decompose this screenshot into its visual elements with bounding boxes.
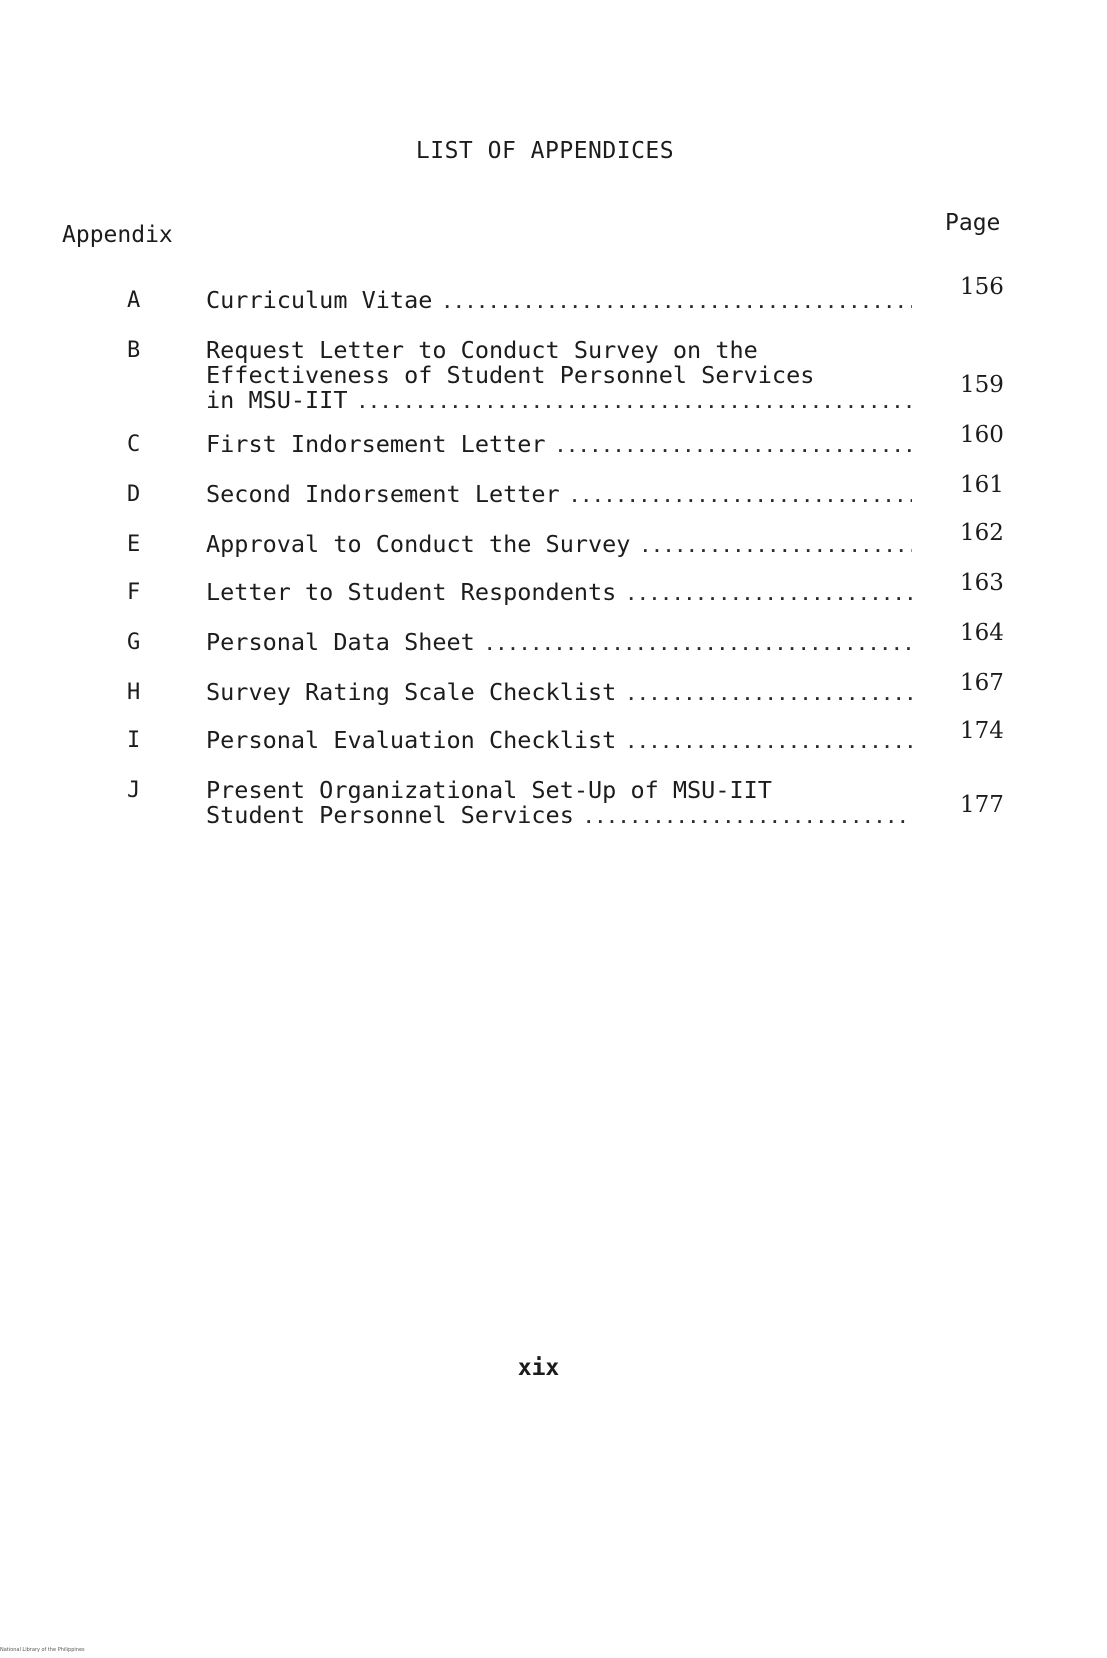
page-number: xix bbox=[517, 1355, 560, 1381]
dot-leader bbox=[485, 632, 912, 657]
appendix-letter: G bbox=[127, 630, 141, 655]
appendix-letter: I bbox=[127, 728, 141, 753]
scan-footer: National Library of the Philippines bbox=[0, 1647, 85, 1653]
appendix-title-line bbox=[206, 778, 918, 803]
appendix-title-text: in MSU-IIT bbox=[206, 388, 348, 414]
appendix-title-text: Curriculum Vitae bbox=[206, 288, 433, 314]
appendix-title bbox=[206, 680, 918, 707]
appendix-title-text: Personal Evaluation Checklist bbox=[206, 728, 617, 754]
appendix-title-text: Personal Data Sheet bbox=[206, 630, 475, 656]
appendix-page-number: 177 bbox=[960, 792, 1004, 818]
appendix-title bbox=[206, 630, 918, 657]
appendix-title-text: Letter to Student Respondents bbox=[206, 580, 617, 606]
appendix-title-text: Approval to Conduct the Survey bbox=[206, 532, 631, 558]
appendix-title-line bbox=[206, 388, 918, 415]
appendix-page-number: 161 bbox=[960, 472, 1004, 498]
appendix-page-number: 162 bbox=[960, 520, 1004, 546]
appendix-title-line bbox=[206, 432, 918, 459]
appendix-letter: A bbox=[127, 288, 141, 313]
appendix-letter: B bbox=[127, 338, 141, 363]
appendix-title-line bbox=[206, 680, 918, 707]
appendix-title-line bbox=[206, 363, 918, 388]
dot-leader bbox=[626, 730, 912, 755]
appendix-title-line bbox=[206, 630, 918, 657]
page-column-header: Page bbox=[945, 210, 1001, 236]
appendix-title bbox=[206, 580, 918, 607]
appendix-title-text: Second Indorsement Letter bbox=[206, 482, 560, 508]
appendix-title-line bbox=[206, 532, 918, 559]
dot-leader bbox=[570, 484, 912, 509]
appendix-title-line bbox=[206, 288, 918, 315]
appendix-title-text: Student Personnel Services bbox=[206, 803, 574, 829]
appendix-page-number: 167 bbox=[960, 670, 1004, 696]
appendix-page-number: 156 bbox=[960, 274, 1004, 300]
page-title: LIST OF APPENDICES bbox=[415, 138, 675, 164]
appendix-title-line bbox=[206, 728, 918, 755]
dot-leader bbox=[640, 534, 912, 559]
appendix-title bbox=[206, 432, 918, 459]
appendix-title bbox=[206, 778, 918, 830]
appendix-title bbox=[206, 728, 918, 755]
appendix-column-header: Appendix bbox=[62, 222, 173, 248]
appendix-title-line bbox=[206, 580, 918, 607]
appendix-title bbox=[206, 288, 918, 315]
dot-leader bbox=[584, 805, 912, 830]
dot-leader bbox=[556, 434, 912, 459]
appendix-page-number: 174 bbox=[960, 718, 1004, 744]
appendix-letter: C bbox=[127, 432, 141, 457]
appendix-letter: D bbox=[127, 482, 141, 507]
dot-leader bbox=[626, 582, 912, 607]
dot-leader bbox=[442, 290, 912, 315]
appendix-page-number: 159 bbox=[960, 372, 1004, 398]
appendix-title bbox=[206, 532, 918, 559]
appendix-letter: J bbox=[127, 778, 141, 803]
appendix-letter: E bbox=[127, 532, 141, 557]
dot-leader bbox=[357, 390, 912, 415]
dot-leader bbox=[626, 682, 912, 707]
appendix-letter: F bbox=[127, 580, 141, 605]
appendix-letter: H bbox=[127, 680, 141, 705]
appendix-page-number: 163 bbox=[960, 570, 1004, 596]
appendix-title-text: Survey Rating Scale Checklist bbox=[206, 680, 617, 706]
appendix-page-number: 160 bbox=[960, 422, 1004, 448]
appendix-title-line bbox=[206, 803, 918, 830]
appendix-title-text: First Indorsement Letter bbox=[206, 432, 546, 458]
appendix-title-text: Request Letter to Conduct Survey on the bbox=[206, 338, 758, 363]
appendix-title-text: Present Organizational Set-Up of MSU-IIT bbox=[206, 778, 772, 803]
appendix-title bbox=[206, 338, 918, 415]
appendix-title-line bbox=[206, 338, 918, 363]
appendix-title-text: Effectiveness of Student Personnel Services bbox=[206, 363, 815, 388]
appendix-title bbox=[206, 482, 918, 509]
appendix-page-number: 164 bbox=[960, 620, 1004, 646]
appendix-title-line bbox=[206, 482, 918, 509]
